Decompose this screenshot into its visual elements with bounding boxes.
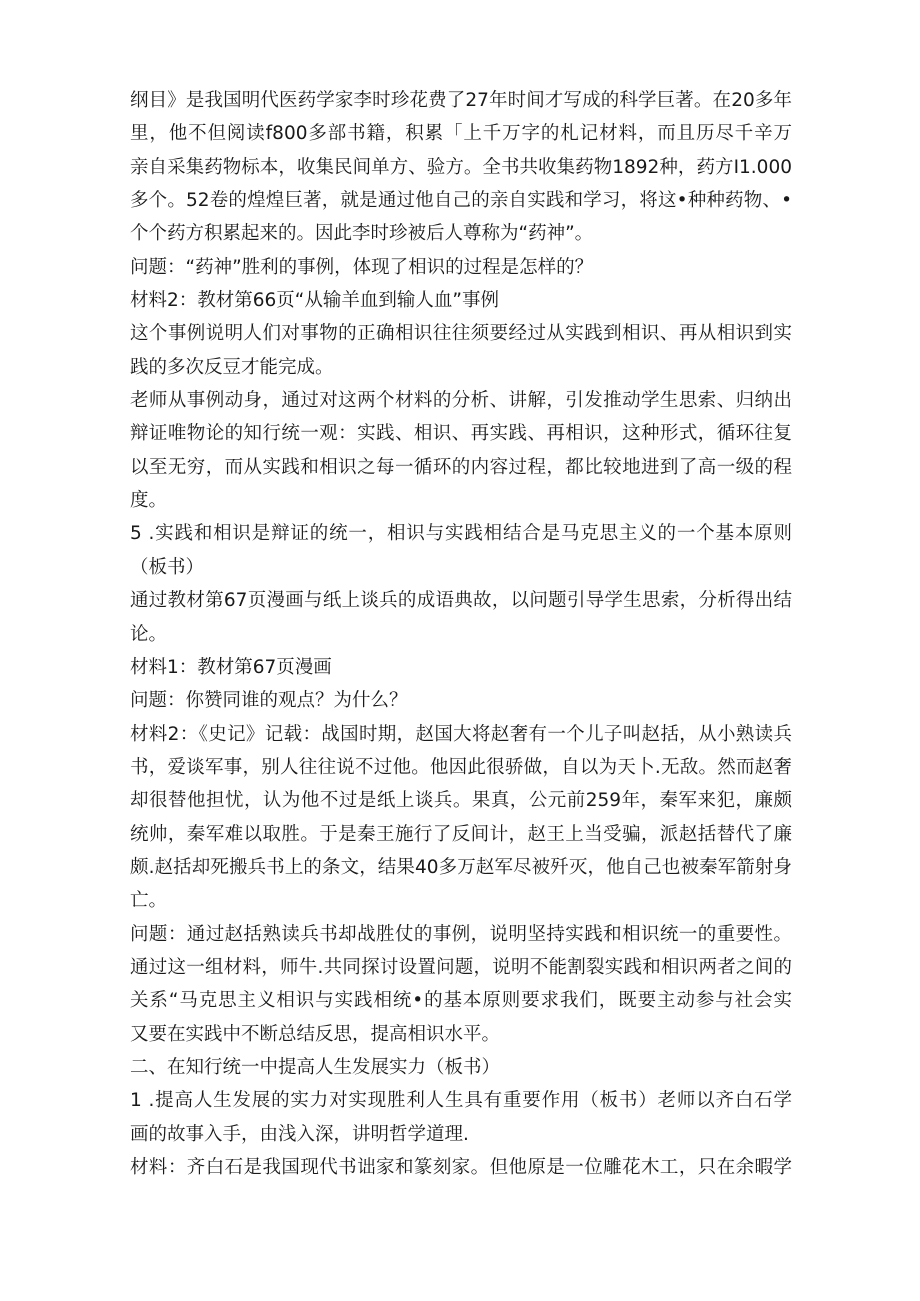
text-line: 纲目》是我国明代医药学家李时珍花费了27年时间才写成的科学巨著。在20多年: [130, 90, 792, 111]
text-line: 个个药方积累起来的。因此李时珍被后人尊称为“药神”。: [130, 223, 594, 245]
text-line: 问题：你赞同谁的观点？为什么？: [130, 690, 408, 712]
text-line: 通过这一组材料，师牛.共同探讨设置问题，说明不能割裂实践和相识两者之间的: [130, 956, 792, 978]
text-line: 亲自采集药物标本，收集民间单方、验方。全书共收集药物1892种，药方I1.000: [130, 156, 792, 178]
text-line: 论。: [130, 623, 168, 645]
text-line: 又要在实践中不断总结反思，提高相识水平。: [130, 1023, 501, 1045]
text-line: 老师从事例动身，通过对这两个材料的分析、讲解，引发推动学生思索、归纳出: [130, 390, 792, 412]
text-line: 度。: [130, 490, 168, 512]
text-line: 这个事例说明人们对事物的正确相识往往须要经过从实践到相识、再从相识到实: [130, 323, 792, 345]
text-line: 1 .提高人生发展的实力对实现胜利人生具有重要作用（板书）老师以齐白石学: [130, 1090, 792, 1112]
text-line: 以至无穷，而从实践和相识之每一循环的内容过程，都比较地进到了高一级的程: [130, 456, 792, 478]
text-line: 二、在知行统一中提高人生发展实力（板书）: [130, 1056, 501, 1078]
document-page: [130, 84, 792, 1184]
text-line: 5 .实践和相识是辩证的统一，相识与实践相结合是马克思主义的一个基本原则: [130, 523, 792, 545]
text-line: 材料：齐白石是我国现代书诎家和篆刻家。但他原是一位雕花木工，只在余暇学: [130, 1157, 792, 1178]
text-line: 材料1：教材第67页漫画: [130, 656, 332, 678]
text-line: 画的故事入手，由浅入深，讲明哲学道理.: [130, 1123, 469, 1145]
text-line: 却很替他担忧，认为他不过是纸上谈兵。果真，公元前259年，秦军来犯，廉颇: [130, 790, 792, 812]
text-line: 践的多次反豆才能完成。: [130, 356, 334, 378]
text-line: 颇.赵括却死搬兵书上的条文，结果40多万赵军尽被歼灭，他自己也被秦军箭射身: [130, 856, 792, 878]
text-line: 统帅，秦军难以取胜。于是秦王施行了反间计，赵王上当受骗，派赵括替代了廉: [130, 823, 792, 845]
text-line: 书，爱谈军事，别人往往说不过他。他因此很骄做，自以为天卜.无敌。然而赵奢: [130, 756, 792, 778]
text-line: 问题：“药神”胜利的事例，体现了相识的过程是怎样的？: [130, 256, 594, 278]
text-line: 通过教材第67页漫画与纸上谈兵的成语典故，以问题引导学生思索，分析得出结: [130, 590, 792, 612]
text-line: （板书）: [130, 556, 205, 578]
text-line: 材料2：《史记》记载：战国时期，赵国大将赵奢有一个儿子叫赵括，从小熟读兵: [130, 723, 792, 745]
text-line: 问题：通过赵括熟读兵书却战胜仗的事例，说明坚持实践和相识统一的重要性。: [130, 923, 792, 945]
text-line: 关系“马克思主义相识与实践相统•的基本原则要求我们，既要主动参与社会实: [130, 990, 792, 1012]
text-line: 里，他不但阅读f800多部书籍，积累「上千万字的札记材料，而且历尽千辛万: [130, 123, 792, 145]
text-line: 亡。: [130, 890, 168, 912]
text-line: 材料2：教材第66页“从输羊血到输人血”事例: [130, 290, 499, 312]
text-line: 辩证唯物论的知行统一观：实践、相识、再实践、再相识，这种形式，循环往复: [130, 423, 792, 445]
text-line: 多个。52卷的煌煌巨著，就是通过他自己的亲自实践和学习，将这•种种药物、•: [130, 190, 792, 212]
